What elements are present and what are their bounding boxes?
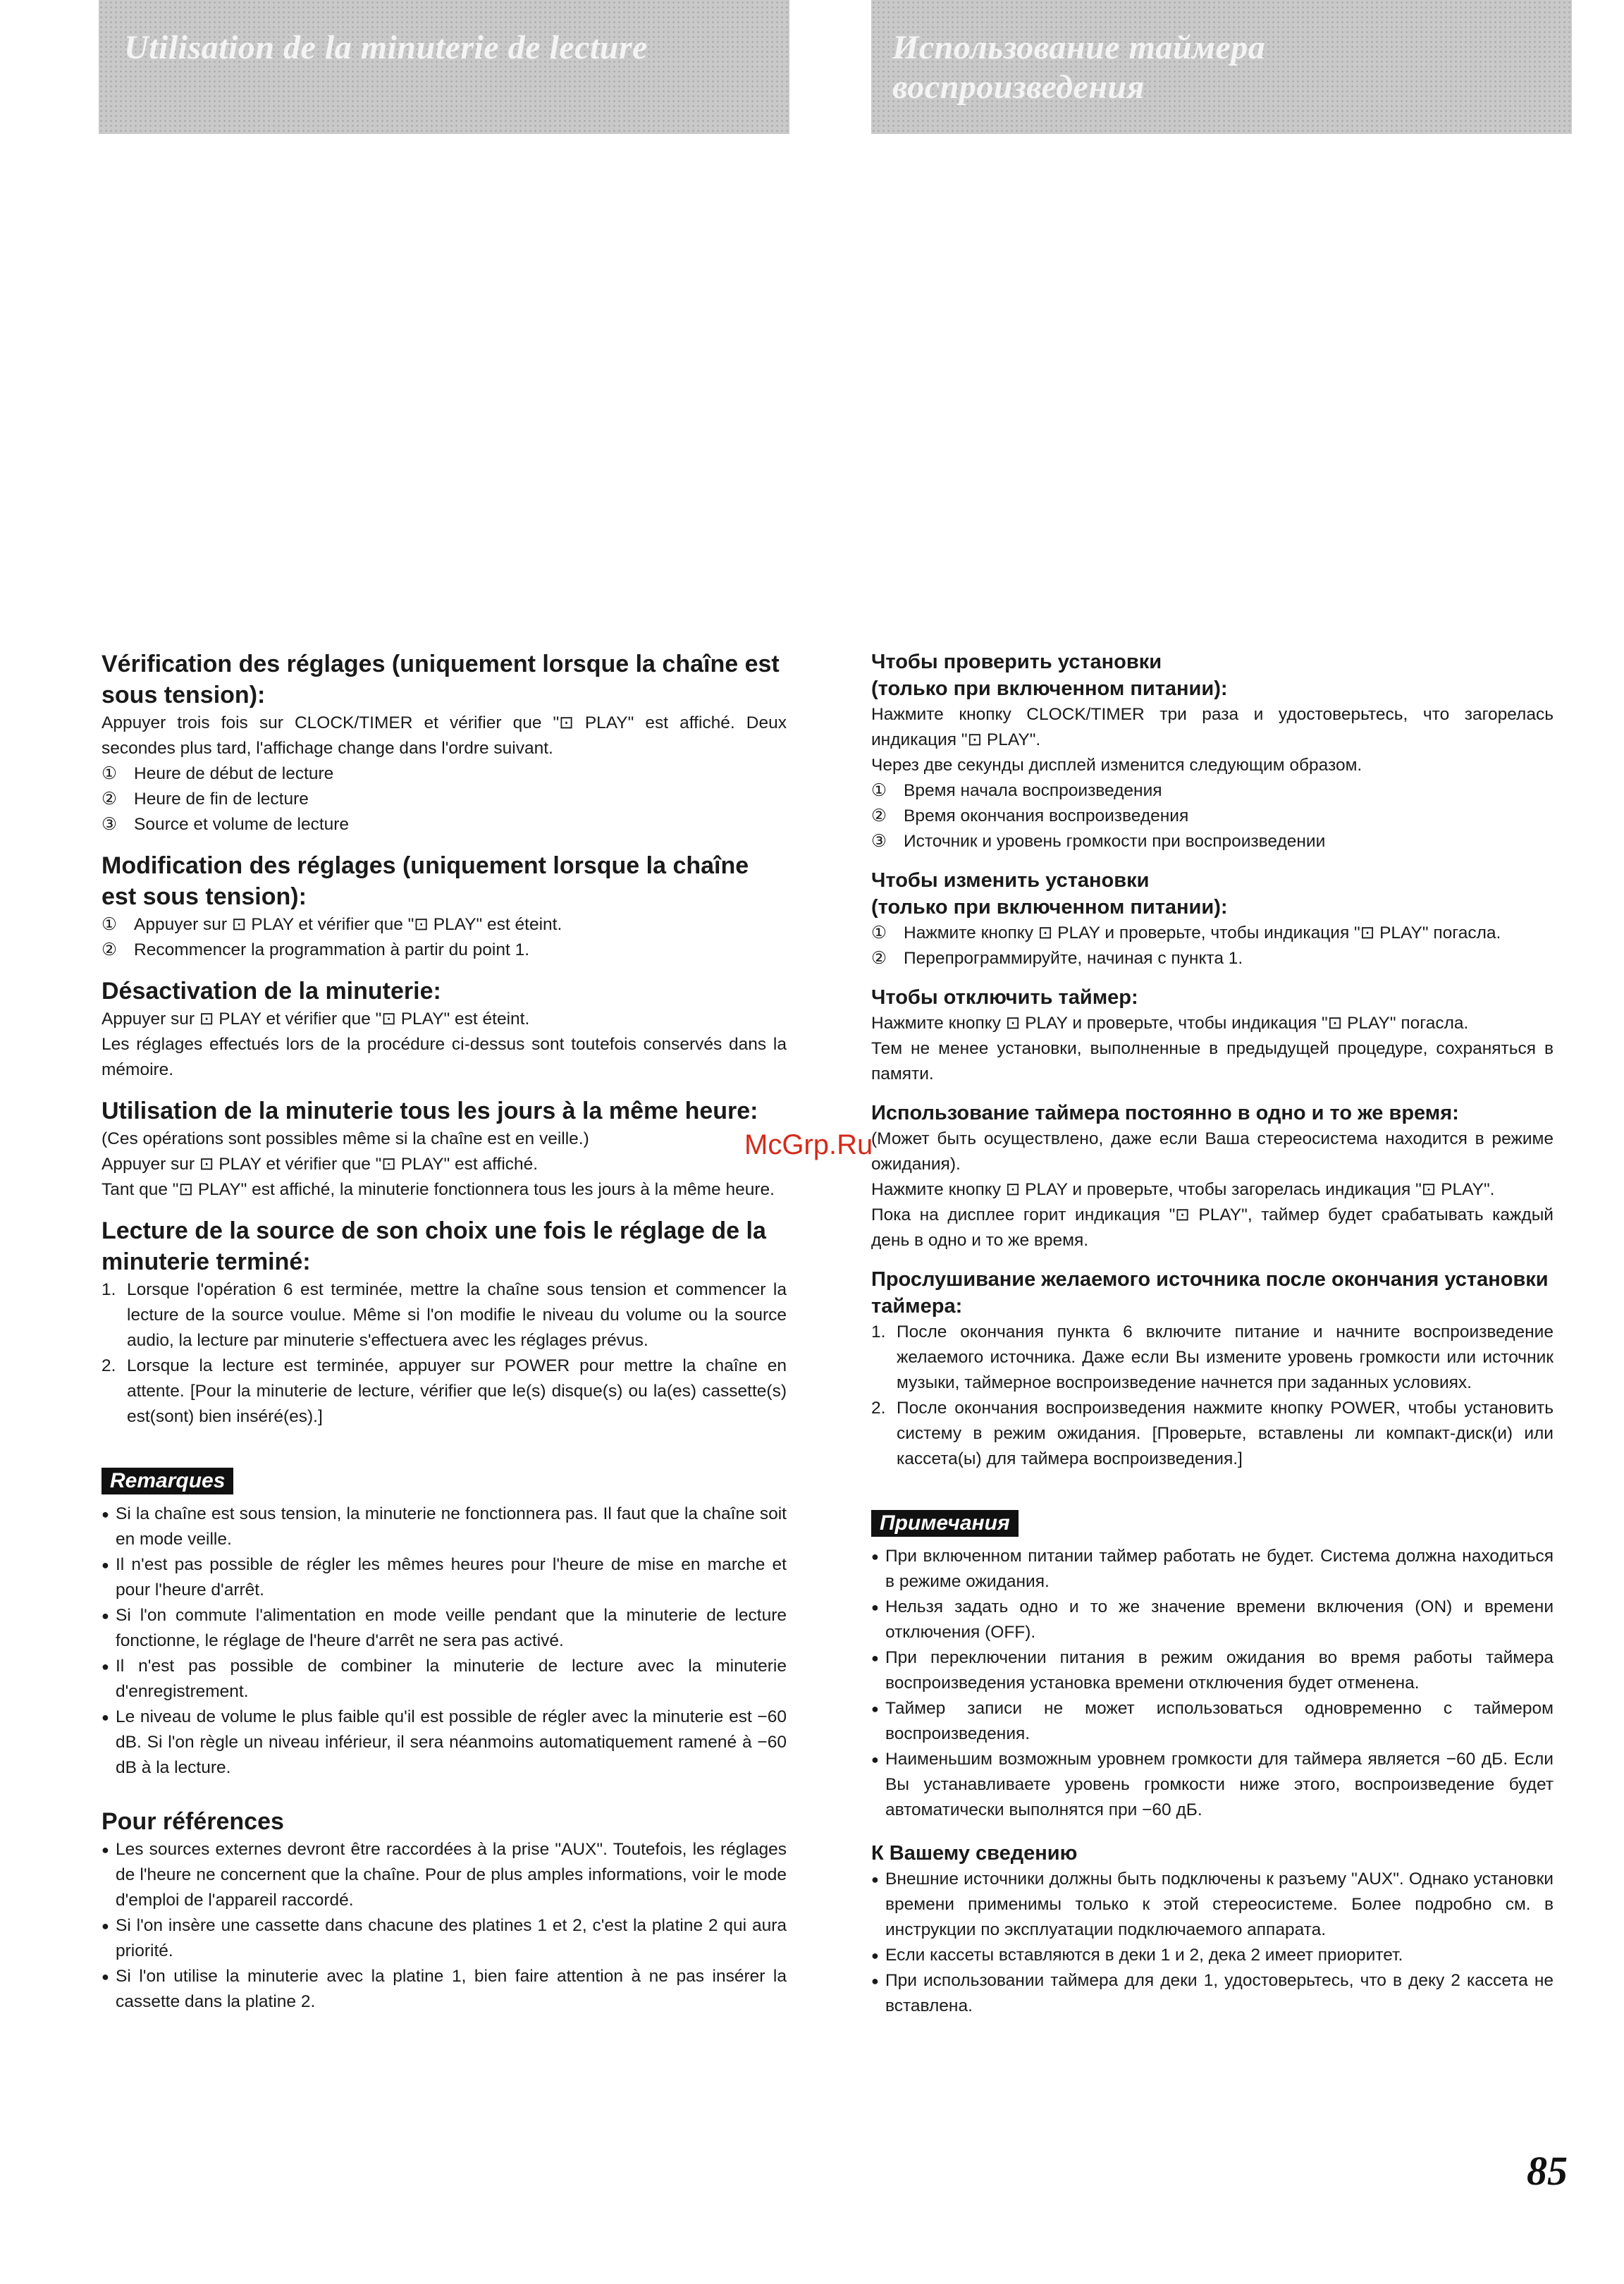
ru-off-section [871,984,1554,1087]
list-item: ③ Источник и уровень громкости при воспроизведении [871,832,1326,851]
ru-references-heading: К Вашему сведению [871,1842,1078,1865]
fr-deactivation-text-1: Appuyer sur ⊡ PLAY et vérifier que "⊡ PLAY" est éteint. [102,1009,530,1029]
ru-off-text-1: Нажмите кнопку ⊡ PLAY и проверьте, чтобы индикация "⊡ PLAY" погасла. [871,1014,1469,1033]
list-item: ① Время начала воспроизведения [871,781,1162,800]
list-item: ● Le niveau de volume le plus faible qu'il est possible de régler avec la minuterie est −60 dB. Si l'on règle un niveau inférieur, il sera néanmoins automatiquement ramené à −60 dB à la lecture. [102,1705,787,1781]
fr-daily-text-1: (Ces opérations sont possibles même si la chaîne est en veille.) [102,1129,589,1148]
list-item: ② Время окончания воспроизведения [871,806,1189,825]
ru-daily-text-3: Пока на дисплее горит индикация "⊡ PLAY", таймер будет срабатывать каждый день в одно и то же время. [871,1205,1554,1250]
list-item: 2. После окончания воспроизведения нажмите кнопку POWER, чтобы установить систему в режим ожидания. [Проверьте, вставлены ли компакт-диск(и) или кассета(ы) для таймера воспроизведения.] [871,1399,1554,1468]
list-item: ② Recommencer la programmation à partir du point 1. [102,940,530,959]
list-item: ● Если кассеты вставляются в деки 1 и 2, дека 2 имеет приоритет. [871,1943,1554,1968]
fr-verification-heading: Vérification des réglages (uniquement lorsque la chaîne est sous tension): [102,651,780,708]
fr-deactivation-section [102,976,787,1083]
fr-verification-section [102,649,787,837]
fr-daily-text-3: Tant que "⊡ PLAY" est affiché, la minuterie fonctionnera tous les jours à la même heure. [102,1180,775,1199]
list-item: ③ Source et volume de lecture [102,815,350,834]
banner-french [99,0,789,134]
ru-source-list [871,1320,1554,1472]
page-number: 85 [1527,2148,1568,2194]
fr-references-heading: Pour références [102,1808,284,1835]
french-column [102,649,787,2015]
list-item: ● Si l'on commute l'alimentation en mode veille pendant que la minuterie de lecture fonctionne, le réglage de l'heure d'arrêt ne sera pas activé. [102,1603,787,1654]
fr-source-list [102,1277,787,1430]
ru-modification-section [871,867,1554,971]
fr-source-heading: Lecture de la source de son choix une fois le réglage de la minuterie terminé: [102,1217,766,1275]
ru-remarks-label: Примечания [871,1510,1019,1537]
ru-daily-section [871,1100,1554,1253]
fr-daily-section [102,1095,787,1203]
ru-verification-list [871,778,1554,854]
russian-title-line-1: Использование таймера [892,29,1266,66]
list-item: ● Si la chaîne est sous tension, la minuterie ne fonctionnera pas. Il faut que la chaîne soit en mode veille. [102,1502,787,1552]
ru-modification-list [871,921,1554,971]
ru-source-heading: Прослушивание желаемого источника после окончания установки таймера: [871,1268,1549,1318]
list-item: ● При переключении питания в режим ожидания во время работы таймера воспроизведения установка времени отключения будет отменена. [871,1645,1554,1696]
fr-daily-text-2: Appuyer sur ⊡ PLAY et vérifier que "⊡ PLAY" est affiché. [102,1155,539,1174]
ru-off-text-2: Тем не менее установки, выполненные в предыдущей процедуре, сохраняться в памяти. [871,1039,1554,1083]
ru-source-section [871,1266,1554,1472]
watermark: McGrp.Ru [744,1129,873,1160]
list-item: ● Il n'est pas possible de régler les mêmes heures pour l'heure de mise en marche et pour l'heure d'arrêt. [102,1552,787,1603]
list-item: ● При включенном питании таймер работать не будет. Система должна находиться в режиме ожидания. [871,1544,1554,1595]
list-item: 1. После окончания пункта 6 включите питание и начните воспроизведение желаемого источника. Даже если Вы измените уровень громкости или источник музыки, таймерное воспроизведение начнется при заданных условиях. [871,1322,1554,1392]
russian-column [871,649,1554,2019]
banner-russian [871,0,1572,134]
ru-remarks-list [871,1544,1554,1823]
ru-modification-heading-1: Чтобы изменить установки [871,869,1150,892]
list-item: ● Les sources externes devront être raccordées à la prise "AUX". Toutefois, les réglages de l'heure ne concernent que la chaîne. Pour de plus amples informations, voir le mode d'emploi de l'appareil raccordé. [102,1837,787,1913]
list-item: ● Il n'est pas possible de combiner la minuterie de lecture avec la minuterie d'enregistrement. [102,1654,787,1705]
list-item: ① Appuyer sur ⊡ PLAY et vérifier que "⊡ PLAY" est éteint. [102,915,562,934]
ru-modification-heading-2: (только при включенном питании): [871,896,1228,919]
ru-daily-heading: Использование таймера постоянно в одно и то же время: [871,1102,1459,1124]
fr-modification-list [102,912,787,963]
ru-off-heading: Чтобы отключить таймер: [871,986,1138,1009]
fr-references-list [102,1837,787,2015]
ru-references-list [871,1867,1554,2019]
list-item: ① Нажмите кнопку ⊡ PLAY и проверьте, чтобы индикация "⊡ PLAY" погасла. [871,923,1501,943]
fr-modification-section [102,850,787,963]
list-item: ● При использовании таймера для деки 1, удостоверьтесь, что в деку 2 кассета не вставлена. [871,1968,1554,2019]
fr-daily-heading: Utilisation de la minuterie tous les jours à la même heure: [102,1098,758,1124]
list-item: ● Внешние источники должны быть подключены к разъему "AUX". Однако установки времени применимы только к этой стереосистеме. Более подробно см. в инструкции по эксплуатации подключаемого аппарата. [871,1867,1554,1943]
ru-verification-heading-1: Чтобы проверить установки [871,651,1162,673]
ru-verification-heading-2: (только при включенном питании): [871,677,1228,700]
russian-title-line-2: воспроизведения [892,68,1145,106]
list-item: 1. Lorsque l'opération 6 est terminée, mettre la chaîne sous tension et commencer la lecture de la source voulue. Même si l'on modifie le niveau du volume ou la source audio, la lecture par minuterie s'effectuera avec les réglages prévus. [102,1280,787,1350]
ru-daily-text-1: (Может быть осуществлено, даже если Ваша стереосистема находится в режиме ожидания). [871,1129,1554,1174]
list-item: ① Heure de début de lecture [102,764,334,783]
fr-modification-heading: Modification des réglages (uniquement lorsque la chaîne est sous tension): [102,852,749,910]
fr-source-section [102,1215,787,1430]
ru-verification-text-2: Через две секунды дисплей изменится следующим образом. [871,756,1362,775]
ru-verification-section [871,649,1554,854]
list-item: ② Heure de fin de lecture [102,790,309,809]
list-item: ● Таймер записи не может использоваться одновременно с таймером воспроизведения. [871,1696,1554,1747]
russian-title [892,28,1265,107]
list-item: ● Наименьшим возможным уровнем громкости для таймера является −60 дБ. Если Вы устанавливаете уровень громкости ниже этого, воспроизведение будет автоматически выполнятся при −60 дБ. [871,1747,1554,1823]
french-title: Utilisation de la minuterie de lecture [124,29,648,66]
fr-verification-text: Appuyer trois fois sur CLOCK/TIMER et vérifier que "⊡ PLAY" est affiché. Deux secondes plus tard, l'affichage change dans l'ordre suivant. [102,713,787,758]
fr-deactivation-text-2: Les réglages effectués lors de la procédure ci-dessus sont toutefois conservés dans la mémoire. [102,1035,787,1079]
list-item: ● Si l'on insère une cassette dans chacune des platines 1 et 2, c'est la platine 2 qui aura priorité. [102,1913,787,1964]
fr-remarks-label: Remarques [102,1468,233,1494]
ru-verification-text: Нажмите кнопку CLOCK/TIMER три раза и удостоверьтесь, что загорелась индикация "⊡ PLAY". [871,705,1554,749]
list-item: ② Перепрограммируйте, начиная с пункта 1. [871,949,1243,968]
list-item: ● Si l'on utilise la minuterie avec la platine 1, bien faire attention à ne pas insérer la cassette dans la platine 2. [102,1964,787,2015]
fr-verification-list [102,761,787,837]
ru-daily-text-2: Нажмите кнопку ⊡ PLAY и проверьте, чтобы загорелась индикация "⊡ PLAY". [871,1180,1495,1199]
fr-deactivation-heading: Désactivation de la minuterie: [102,978,441,1005]
list-item: ● Нельзя задать одно и то же значение времени включения (ON) и времени отключения (OFF). [871,1595,1554,1645]
list-item: 2. Lorsque la lecture est terminée, appuyer sur POWER pour mettre la chaîne en attente. [Pour la minuterie de lecture, vérifier que le(s) disque(s) ou la(es) cassette(s) est(sont) bien inséré(es).] [102,1356,787,1426]
fr-remarks-list [102,1502,787,1781]
